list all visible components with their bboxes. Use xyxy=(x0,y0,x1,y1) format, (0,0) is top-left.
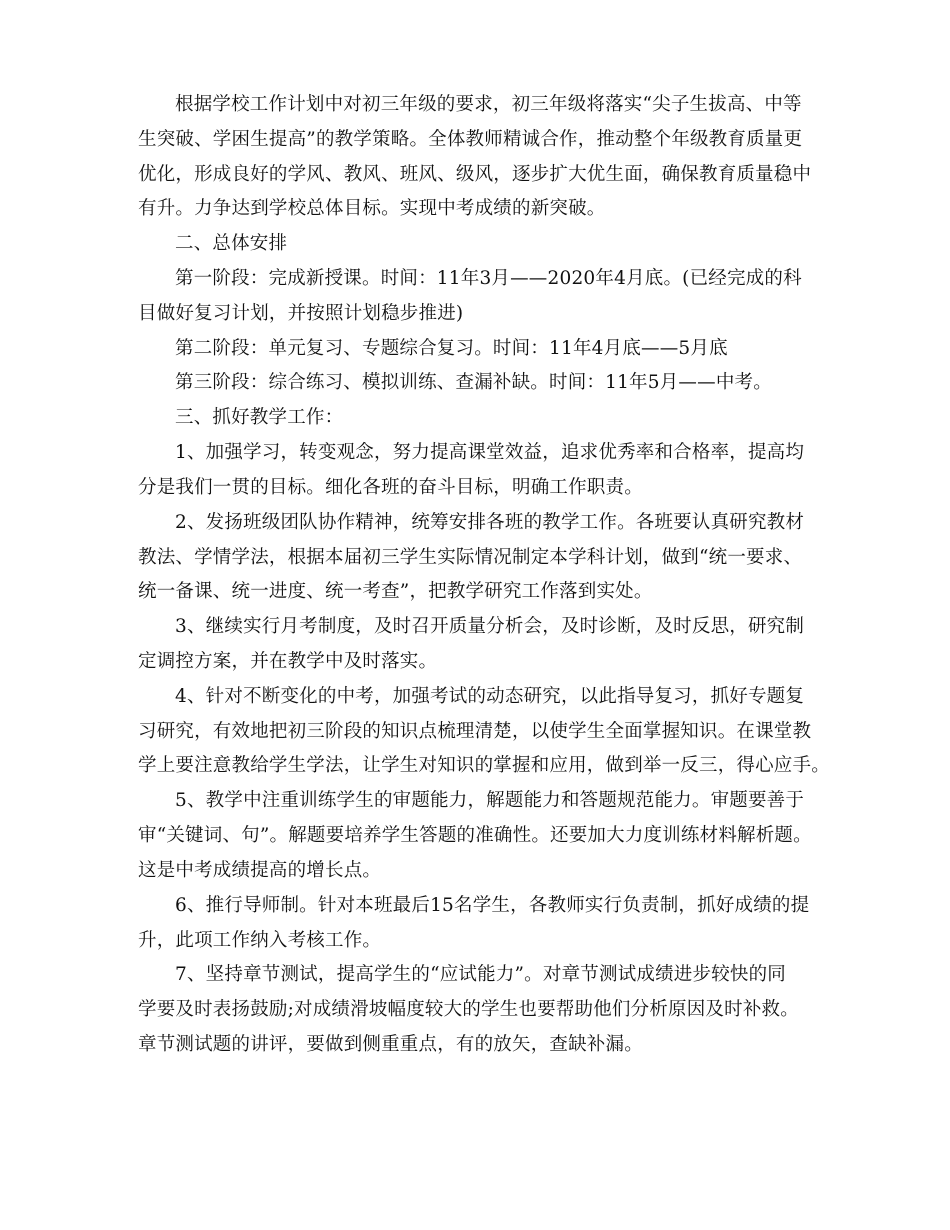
text-line: 1、加强学习，转变观念，努力提高课堂效益，追求优秀率和合格率，提高均 xyxy=(175,442,805,463)
text-line: 章节测试题的讲评，要做到侧重重点，有的放矢，查缺补漏。 xyxy=(138,1034,643,1055)
text-line: 第一阶段：完成新授课。时间：11年3月——2020年4月底。(已经完成的科 xyxy=(175,268,802,289)
text-line: 第三阶段：综合练习、模拟训练、查漏补缺。时间：11年5月——中考。 xyxy=(175,372,772,393)
text-line: 5、教学中注重训练学生的审题能力，解题能力和答题规范能力。审题要善于 xyxy=(175,790,805,811)
text-line: 定调控方案，并在教学中及时落实。 xyxy=(138,651,438,672)
text-line: 优化，形成良好的学风、教风、班风、级风，逐步扩大优生面，确保教育质量稳中 xyxy=(138,164,812,185)
text-line: 分是我们一贯的目标。细化各班的奋斗目标，明确工作职责。 xyxy=(138,477,643,498)
section-heading: 三、抓好教学工作： xyxy=(175,407,344,428)
text-line: 教法、学情学法，根据本届初三学生实际情况制定本学科计划，做到“统一要求、 xyxy=(138,547,803,568)
text-line: 3、继续实行月考制度，及时召开质量分析会，及时诊断，及时反思，研究制 xyxy=(175,616,805,637)
text-line: 第二阶段：单元复习、专题综合复习。时间：11年4月底——5月底 xyxy=(175,338,728,359)
text-line: 学要及时表扬鼓励;对成绩滑坡幅度较大的学生也要帮助他们分析原因及时补救。 xyxy=(138,999,799,1020)
text-line: 习研究，有效地把初三阶段的知识点梳理清楚，以使学生全面掌握知识。在课堂教 xyxy=(138,721,812,742)
text-line: 生突破、学困生提高”的教学策略。全体教师精诚合作，推动整个年级教育质量更 xyxy=(138,129,803,150)
text-line: 有升。力争达到学校总体目标。实现中考成绩的新突破。 xyxy=(138,198,606,219)
text-line: 学上要注意教给学生学法，让学生对知识的掌握和应用，做到举一反三，得心应手。 xyxy=(138,755,830,776)
text-line: 根据学校工作计划中对初三年级的要求，初三年级将落实“尖子生拔高、中等 xyxy=(175,94,802,115)
text-line: 这是中考成绩提高的增长点。 xyxy=(138,860,382,881)
text-line: 7、坚持章节测试，提高学生的“应试能力”。对章节测试成绩进步较快的同 xyxy=(175,964,786,985)
text-line: 2、发扬班级团队协作精神，统筹安排各班的教学工作。各班要认真研究教材 xyxy=(175,512,805,533)
text-line: 升，此项工作纳入考核工作。 xyxy=(138,930,382,951)
section-heading: 二、总体安排 xyxy=(175,233,288,254)
text-line: 4、针对不断变化的中考，加强考试的动态研究，以此指导复习，抓好专题复 xyxy=(175,686,805,707)
text-line: 6、推行导师制。针对本班最后15名学生，各教师实行负责制，抓好成绩的提 xyxy=(175,895,810,916)
text-line: 审“关键词、句”。解题要培养学生答题的准确性。还要加大力度训练材料解析题。 xyxy=(138,825,812,846)
text-line: 目做好复习计划，并按照计划稳步推进) xyxy=(138,303,464,324)
text-line: 统一备课、统一进度、统一考查”，把教学研究工作落到实处。 xyxy=(138,581,653,602)
